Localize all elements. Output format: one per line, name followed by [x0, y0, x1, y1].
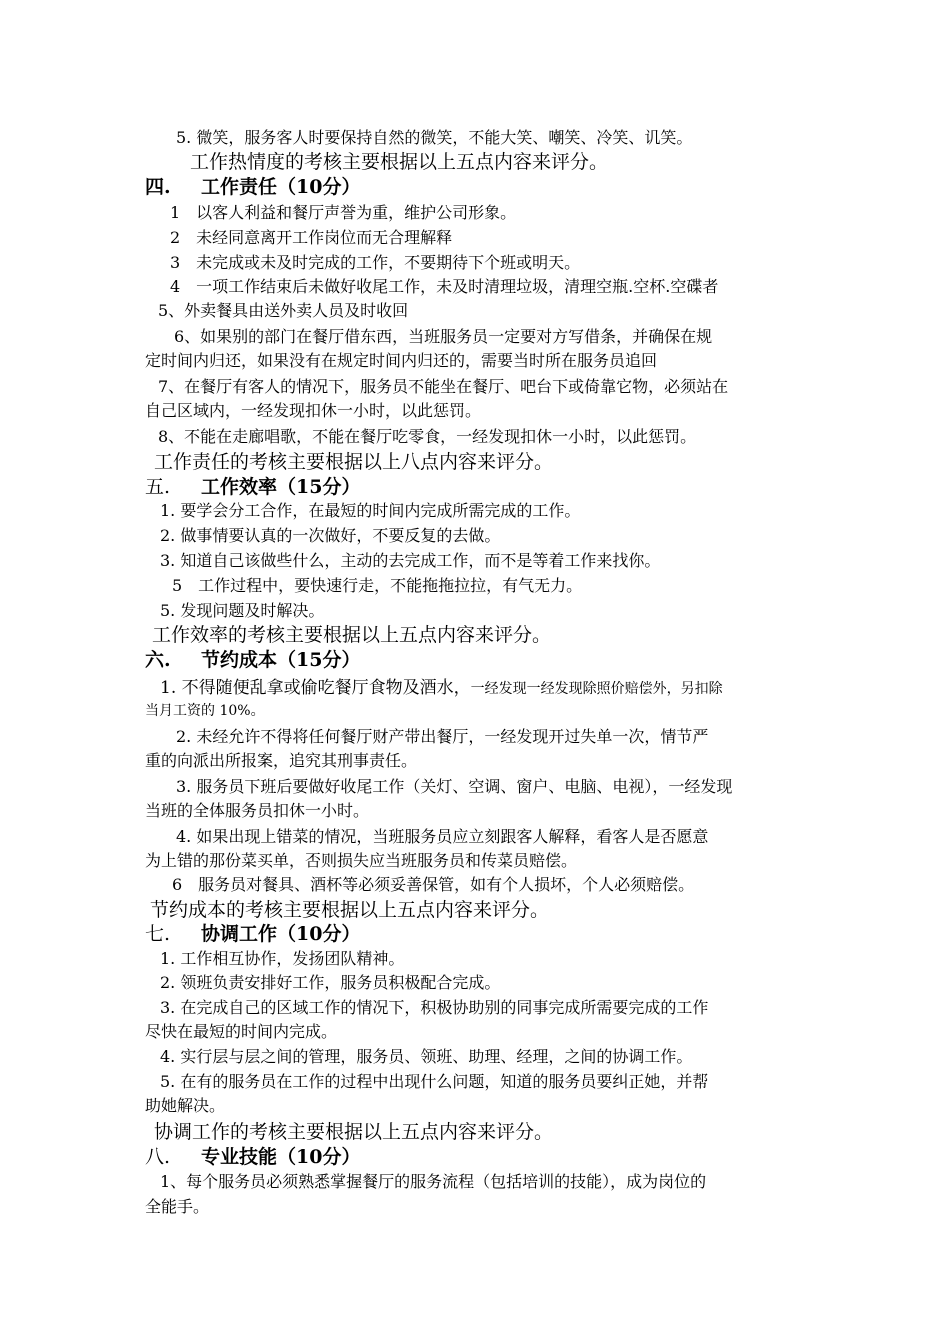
s4-heading-title: 工作责任（10分）: [201, 176, 361, 198]
s6-item-1-line2: 当月工资的 10%。: [145, 703, 265, 719]
s7-item-5-line1: 5. 在有的服务员在工作的过程中出现什么问题，知道的服务员要纠正她，并帮: [160, 1072, 709, 1091]
s7-item-1: 1. 工作相互协作，发扬团队精神。: [160, 949, 405, 968]
s5-summary: 工作效率的考核主要根据以上五点内容来评分。: [152, 624, 552, 646]
s4-heading-number: 四.: [145, 176, 171, 198]
s4-item-8: 8、不能在走廊唱歌，不能在餐厅吃零食，一经发现扣休一小时，以此惩罚。: [158, 427, 697, 446]
s4-item-5: 5、外卖餐具由送外卖人员及时收回: [158, 301, 409, 320]
s6-heading-number: 六.: [145, 649, 171, 671]
s5-item-1: 1. 要学会分工合作，在最短的时间内完成所需完成的工作。: [160, 501, 581, 520]
s8-item-1-line2: 全能手。: [145, 1197, 210, 1216]
s6-summary: 节约成本的考核主要根据以上五点内容来评分。: [150, 899, 550, 921]
s8-heading-number: 八.: [145, 1146, 171, 1168]
s7-heading-number: 七.: [145, 923, 171, 945]
s7-item-3-line1: 3. 在完成自己的区域工作的情况下，积极协助别的同事完成所需要完成的工作: [160, 998, 709, 1017]
s4-summary: 工作责任的考核主要根据以上八点内容来评分。: [154, 451, 554, 473]
s6-item-1-line1: [160, 677, 723, 700]
s4-item-6-line2: 定时间内归还，如果没有在规定时间内归还的，需要当时所在服务员追回: [145, 351, 658, 370]
s6-heading-title: 节约成本（15分）: [201, 649, 361, 671]
s4-item-4: 4 一项工作结束后未做好收尾工作，未及时清理垃圾，清理空瓶.空杯.空碟者: [170, 277, 719, 296]
s7-item-3-line2: 尽快在最短的时间内完成。: [145, 1022, 338, 1041]
s4-item-1: 1 以客人利益和餐厅声誉为重，维护公司形象。: [170, 203, 517, 222]
s7-item-4: 4. 实行层与层之间的管理，服务员、领班、助理、经理，之间的协调工作。: [160, 1047, 693, 1066]
s5-item-4: 5 工作过程中，要快速行走，不能拖拖拉拉，有气无力。: [172, 576, 583, 595]
s4-item-2: 2 未经同意离开工作岗位而无合理解释: [170, 228, 453, 247]
s8-heading-title: 专业技能（10分）: [201, 1146, 361, 1168]
s6-item-2-line2: 重的向派出所报案，追究其刑事责任。: [145, 751, 418, 770]
s8-heading: [145, 1145, 361, 1169]
s4-heading: [145, 175, 361, 199]
s6-item-2-line1: 2. 未经允许不得将任何餐厅财产带出餐厅，一经发现开过失单一次，情节严: [176, 727, 709, 746]
s3-item-5: 5. 微笑，服务客人时要保持自然的微笑，不能大笑、嘲笑、冷笑、讥笑。: [176, 128, 693, 147]
s5-heading-title: 工作效率（15分）: [201, 476, 361, 498]
s4-item-7-line2: 自己区域内，一经发现扣休一小时，以此惩罚。: [145, 401, 482, 420]
s3-summary: 工作热情度的考核主要根据以上五点内容来评分。: [190, 151, 609, 173]
s7-heading: [145, 922, 361, 946]
s7-item-2: 2. 领班负责安排好工作，服务员积极配合完成。: [160, 973, 501, 992]
s7-summary: 协调工作的考核主要根据以上五点内容来评分。: [154, 1121, 554, 1143]
s6-item-5: 6 服务员对餐具、酒杯等必须妥善保管，如有个人损坏，个人必须赔偿。: [172, 875, 695, 894]
s6-item-3-line1: 3. 服务员下班后要做好收尾工作（关灯、空调、窗户、电脑、电视），一经发现: [176, 777, 733, 796]
s7-item-5-line2: 助她解决。: [145, 1096, 226, 1115]
s6-item-1-main: 1. 不得随便乱拿或偷吃餐厅食物及酒水，: [160, 678, 471, 698]
s5-item-3: 3. 知道自己该做些什么，主动的去完成工作，而不是等着工作来找你。: [160, 551, 661, 570]
s4-item-6-line1: 6、如果别的部门在餐厅借东西，当班服务员一定要对方写借条，并确保在规: [174, 327, 713, 346]
s4-item-3: 3 未完成或未及时完成的工作，不要期待下个班或明天。: [170, 253, 581, 272]
s5-item-5: 5. 发现问题及时解决。: [160, 601, 325, 620]
s5-heading: [145, 475, 361, 499]
s5-item-2: 2. 做事情要认真的一次做好，不要反复的去做。: [160, 526, 501, 545]
s6-item-4-line2: 为上错的那份菜买单，否则损失应当班服务员和传菜员赔偿。: [145, 851, 578, 870]
s4-item-7-line1: 7、在餐厅有客人的情况下，服务员不能坐在餐厅、吧台下或倚靠它物，必须站在: [158, 377, 729, 396]
s6-heading: [145, 648, 361, 672]
s7-heading-title: 协调工作（10分）: [201, 923, 361, 945]
s8-item-1-line1: 1、每个服务员必须熟悉掌握餐厅的服务流程（包括培训的技能），成为岗位的: [160, 1172, 707, 1191]
s5-heading-number: 五.: [145, 476, 171, 498]
s6-item-3-line2: 当班的全体服务员扣休一小时。: [145, 801, 370, 820]
s6-item-1-detail: 一经发现一经发现除照价赔偿外，另扣除: [470, 681, 723, 697]
s6-item-4-line1: 4. 如果出现上错菜的情况，当班服务员应立刻跟客人解释，看客人是否愿意: [176, 827, 709, 846]
